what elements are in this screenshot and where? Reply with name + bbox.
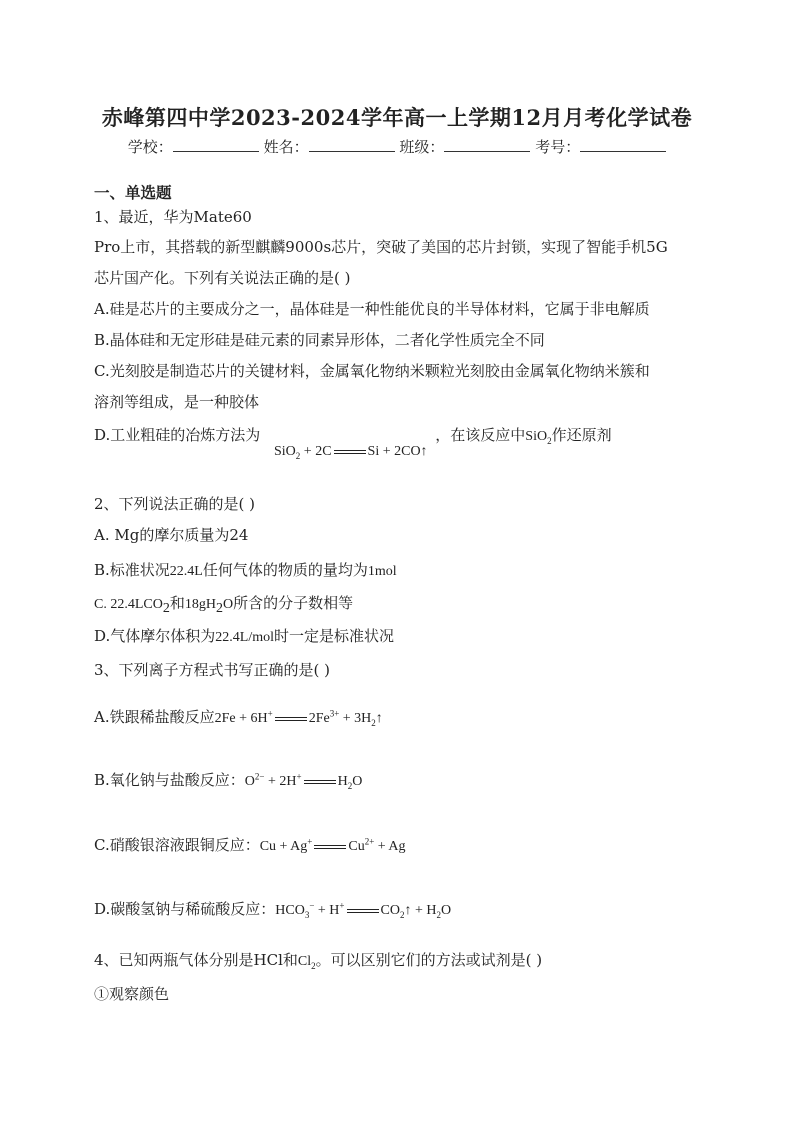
exam-title: 赤峰第四中学2023-2024学年高一上学期12月月考化学试卷 [101,105,693,130]
q1-option-a: A.硅是芯片的主要成分之一，晶体硅是一种性能优良的半导体材料，它属于非电解质 [94,300,650,318]
q1-option-d-equation: SiO$_2$ + 2C Si + 2CO↑ [274,444,428,461]
name-blank[interactable] [309,137,395,152]
school-label: 学校： [127,138,173,156]
q1-stem-line2: Pro上市，其搭载的新型麒麟9000s芯片，突破了美国的芯片封锁，实现了智能手机5G [94,238,668,256]
q1-option-d: D.工业粗硅的冶炼方法为 ，在该反应中SiO$_2$作还原剂 [94,426,612,446]
student-info-line [0,136,794,157]
q3-option-a: A.铁跟稀盐酸反应2Fe + 6H+ $2Fe^{3+}$ + $3H_2↑$ [94,708,383,728]
q1-stem-line1: 1、最近，华为Mate60 [94,208,252,226]
school-blank[interactable] [173,137,259,152]
q3-stem: 3、下列离子方程式书写正确的是( ) [94,661,331,679]
q2-option-d: D.气体摩尔体积为22.4L/mol时一定是标准状况 [94,627,395,645]
q3-option-c: C.硝酸银溶液跟铜反应：Cu + Ag+ $Cu^{2+} + Ag$ [94,836,406,854]
q2-option-a: A. Mg的摩尔质量为24 [94,526,249,544]
class-label: 班级： [399,138,445,156]
q2-option-b: B.标准状况22.4L任何气体的物质的量均为1mol [94,561,397,579]
q1-option-b: B.晶体硅和无定形硅是硅元素的同素异形体，二者化学性质完全不同 [94,331,545,349]
class-blank[interactable] [444,137,530,152]
q3-option-b: B.氧化钠与盐酸反应：$O^{2-} + 2H^+$ $H_2O$ [94,771,363,791]
section-heading: 一、单选题 [94,183,172,202]
number-label: 考号： [535,138,581,156]
q4-stem: 4、已知两瓶气体分别是HCl和$Cl_2$。可以区别它们的方法或试剂是( ) [94,951,543,971]
q2-option-c: C. $22.4LCO_2$和$18gH_2O$所含的分子数相等 [94,594,354,616]
number-blank[interactable] [580,137,666,152]
q4-item-1: ①观察颜色 [94,985,170,1003]
name-label: 姓名： [263,138,309,156]
q2-stem: 2、下列说法正确的是( ) [94,495,256,513]
q1-stem-line3: 芯片国产化。下列有关说法正确的是( ) [94,269,351,287]
q1-option-c-line1: C.光刻胶是制造芯片的关键材料，金属氧化物纳米颗粒光刻胶由金属氧化物纳米簇和 [94,362,650,380]
q3-option-d: D.碳酸氢钠与稀硫酸反应：$HCO_3^- + H^+$ $CO_2↑ + H_2O$ [94,900,452,920]
q1-option-c-line2: 溶剂等组成，是一种胶体 [94,393,260,411]
